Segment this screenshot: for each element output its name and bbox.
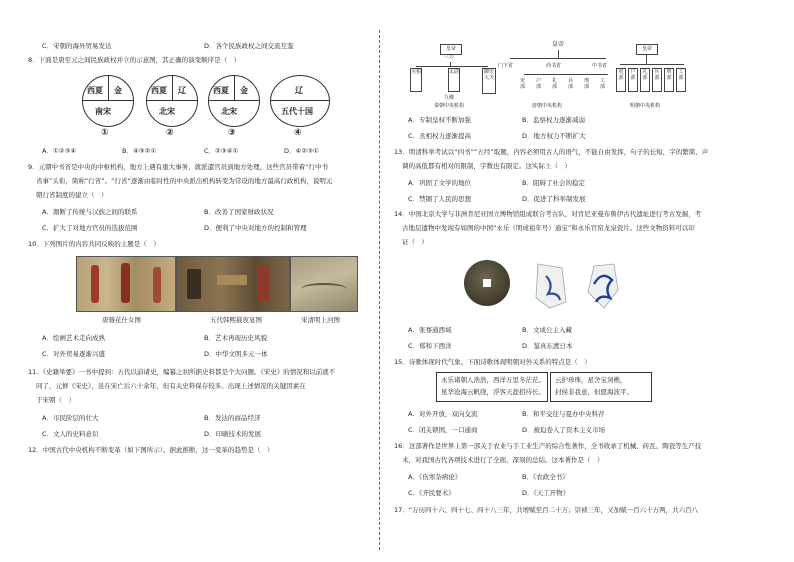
q15-option-b: B．和平交往与夏办中央科荐	[522, 410, 605, 418]
q9-option-d: D．便利了中央对地方的控制和管理	[204, 224, 307, 232]
q14-option-b: B．文成公主入藏	[522, 326, 572, 334]
qin-three-dukes: 三公	[444, 54, 455, 60]
q9-stem-line3: 朝行省制度的建立（ ）	[36, 191, 108, 199]
painting-tang-ladies	[76, 256, 176, 312]
diagram-2-c: 北宋	[159, 107, 175, 116]
q11-option-d: D．印刷技术的发展	[204, 430, 262, 438]
qin-nine-ministers: 九卿	[444, 95, 455, 101]
q16-option-d: D．《天工开物》	[522, 489, 570, 497]
q16-stem-line1: 16．这部著作是世界上第一部关于农业与手工业生产的综合性著作，全书收录了机械、砖瓦、陶瓷等生产技	[394, 442, 702, 450]
q13-stem-line1: 13．明清科举考试以“四书”“五经”取题，内容必须用古人的语气，不能自由发挥，句子的长短，字的繁简、声	[394, 148, 709, 156]
diagram-2-number: ②	[166, 128, 174, 138]
qin-censor: 御史大夫	[482, 68, 496, 94]
q11-stem-line1: 11．《史籍举要》一书中提到：五代以前诸史，编纂之初所据史料都是个大问题。《宋史》的情况和以前就不	[28, 368, 336, 376]
q9-stem-line2: 省事”头衔，简称“行省”。“行省”逐渐由临时性的中央派出机构转变为常设的地方最高行政机构，说明元	[36, 177, 333, 185]
tang-emperor: 皇帝	[552, 41, 565, 48]
ming-emperor: 皇帝	[636, 44, 658, 55]
q8-option-a: A．①②③④	[42, 147, 77, 155]
diagram-3-number: ③	[228, 128, 236, 138]
q16-option-a: A．《伤寒杂病论》	[408, 473, 462, 481]
tang-ministry-personnel: 吏部	[520, 78, 526, 90]
poem-right-line2: 封侯非我意，但愿海波平。	[555, 388, 633, 396]
q9-option-a: A．割断了传统与汉族之间的联系	[42, 208, 138, 216]
q12-stem: 12．中国古代中央机构不断变革（如下图所示）。据此推断，这一变革的趋势是（ ）	[28, 446, 274, 454]
q10-stem: 10．下列图片的内容共同反映的主题是（ ）	[28, 240, 160, 248]
ming-ministry-revenue: 户部	[628, 68, 638, 92]
q17-stem: 17．“万历四十六、四十七、四十八三年，共增赋至百二十万；崇祯三年，又加赋一百六十万两，共六百八	[394, 506, 699, 514]
porcelain-shard-2-image	[584, 262, 620, 310]
q13-option-b: B．阻碍了社会的稳定	[522, 179, 585, 187]
q12-option-d: D．地方权力不断扩大	[522, 132, 586, 140]
tang-ministry-justice: 刑部	[584, 78, 590, 90]
q7-option-d: D．各个民族政权之间交流互鉴	[204, 42, 294, 50]
yongle-coin-image	[464, 260, 510, 306]
q12-option-a: A．专制皇权不断加强	[408, 116, 471, 124]
q10-caption-2: 五代韩熙载夜宴图	[210, 316, 262, 324]
q15-option-c: C．闭关锁国，一口通商	[408, 426, 478, 434]
diagram-3-b: 金	[240, 86, 248, 95]
diagram-3-c: 北宋	[221, 107, 237, 116]
q10-option-a: A．绘画艺术走向成熟	[42, 334, 105, 342]
q8-stem: 8．下面是唐至元之间民族政权并立的示意图，其正确的演变顺序是（ ）	[28, 56, 241, 64]
tang-caption: 唐朝中央机构	[532, 103, 563, 109]
qin-grand-commandant: 太尉	[448, 68, 460, 92]
porcelain-shard-1-image	[532, 262, 568, 310]
poem-left-line1: 永乐诸朝人浩浩，西洋万里冬茫茫。	[441, 376, 545, 384]
q10-caption-3: 宋清明上河图	[301, 316, 340, 324]
q8-option-b: B．④③②①	[122, 147, 157, 155]
q14-stem-line2: 古地层遗物中发现有如图的中国“永乐（明成祖年号）通宝”和永乐官窑龙泉瓷片。这些文物资料可以印	[402, 224, 695, 232]
q14-stem-line3: 证（ ）	[402, 238, 428, 246]
column-divider	[379, 30, 380, 550]
poem-right-line1: 云护珍珠，星舍宝剑樵，	[555, 376, 627, 384]
diagram-4-number: ④	[294, 128, 302, 138]
tang-zhongshu: 中书省	[592, 63, 608, 69]
q10-option-b: B．艺术再现历史风貌	[204, 334, 267, 342]
qin-emperor: 皇帝	[440, 44, 462, 55]
poem-box-right	[550, 372, 652, 402]
q14-option-c: C．郑和下西洋	[408, 342, 452, 350]
tang-ministry-revenue: 户部	[536, 78, 542, 90]
q11-stem-line2: 同了，元修《宋史》，虽在宋亡后六十余年，但有关史料保存较多。出现上述情况的关键因素在	[36, 382, 306, 390]
painting-qingming-riverside	[290, 256, 358, 312]
q12-option-c: C．丞相权力逐渐提高	[408, 132, 472, 140]
q13-option-c: C．禁锢了人民的思想	[408, 195, 472, 203]
ming-ministry-war: 兵部	[652, 68, 662, 92]
qin-caption: 秦朝中央机构	[434, 103, 465, 109]
ming-ministry-justice: 刑部	[664, 68, 674, 92]
diagram-1-b: 金	[114, 86, 122, 95]
q15-option-a: A．对外开放，双向交流	[408, 410, 478, 418]
diagram-1-c: 南宋	[95, 107, 111, 116]
qin-chancellor: 丞相	[410, 68, 422, 92]
tang-menxia: 门下省	[498, 63, 514, 69]
ming-ministry-rites: 礼部	[640, 68, 650, 92]
q9-stem-line1: 9．元朝中书省是中央的中枢机构，地方上遇有重大事务，就派遣官员到地方处理，这些官员带着“行中书	[28, 163, 329, 171]
ming-caption: 明朝中央机构	[630, 103, 661, 109]
poem-left-line2: 星华沧海云帆绕，浮客天涯招待长。	[441, 388, 545, 396]
q11-option-b: B．发达的商品经济	[204, 414, 261, 422]
q14-option-d: D．鉴真东渡日本	[522, 342, 573, 350]
q10-option-c: C．对外贸易逐渐兴盛	[42, 350, 106, 358]
diagram-2-a: 西夏	[151, 86, 167, 95]
tang-ministry-war: 兵部	[568, 78, 574, 90]
q15-stem: 15．诗歌体现时代气象。下面诗歌体现明朝对外关系的特点是（ ）	[394, 358, 591, 366]
q8-option-d: D．④②③①	[284, 147, 319, 155]
diagram-2-b: 辽	[178, 86, 186, 95]
q13-option-a: A．巩固了文学的地位	[408, 179, 471, 187]
diagram-3-a: 西夏	[213, 86, 229, 95]
diagram-1-number: ①	[101, 128, 109, 138]
diagram-1-a: 西夏	[87, 86, 103, 95]
q14-stem-line1: 14．中国北京大学与非洲肯尼亚国立博物馆组成联合考古队，对肯尼亚曼布鲁伊古代遗址进行考古发掘，考	[394, 210, 702, 218]
q12-option-b: B．监察权力逐渐减弱	[522, 116, 585, 124]
q13-stem-line2: 调的高低都有相对的限制，字数也有限定。这实际上（ ）	[402, 162, 571, 170]
q11-stem-line3: 于宋朝（ ）	[36, 396, 75, 404]
q9-option-b: B．改善了国家财政状况	[204, 208, 274, 216]
q16-stem-line2: 术，对我国古代各项技术进行了全面、深刻的总结。这本著作是（ ）	[402, 456, 604, 464]
q9-option-c: C．扩大了对地方官员的选拔范围	[42, 224, 138, 232]
q13-option-d: D．促进了科举制发展	[522, 195, 586, 203]
q10-option-d: D．中华文明多元一体	[204, 350, 268, 358]
q14-option-a: A．张骞通西域	[408, 326, 452, 334]
q15-option-d: D．被迫卷入了资本主义市场	[522, 426, 606, 434]
q16-option-b: B．《农政全书》	[522, 473, 569, 481]
poem-box-left	[436, 372, 548, 402]
q8-option-c: C．②③④①	[204, 147, 239, 155]
q11-option-c: C．文人的史料意识	[42, 430, 99, 438]
q7-option-c: C．宋朝的海外贸易发达	[42, 42, 112, 50]
ming-ministry-personnel: 吏部	[616, 68, 626, 92]
q10-caption-1: 唐簪花仕女图	[102, 316, 141, 324]
tang-ministry-rites: 礼部	[552, 78, 558, 90]
tang-ministry-works: 工部	[600, 78, 606, 90]
q16-option-c: C．《齐民要术》	[408, 489, 455, 497]
painting-han-xizai-banquet	[176, 256, 290, 312]
q11-option-a: A．市民阶层的壮大	[42, 414, 99, 422]
diagram-4-a: 辽	[295, 86, 303, 95]
diagram-4-c: 五代十国	[281, 107, 313, 116]
ming-ministry-works: 工部	[676, 68, 686, 92]
tang-shangshu: 尚书省	[546, 63, 562, 69]
